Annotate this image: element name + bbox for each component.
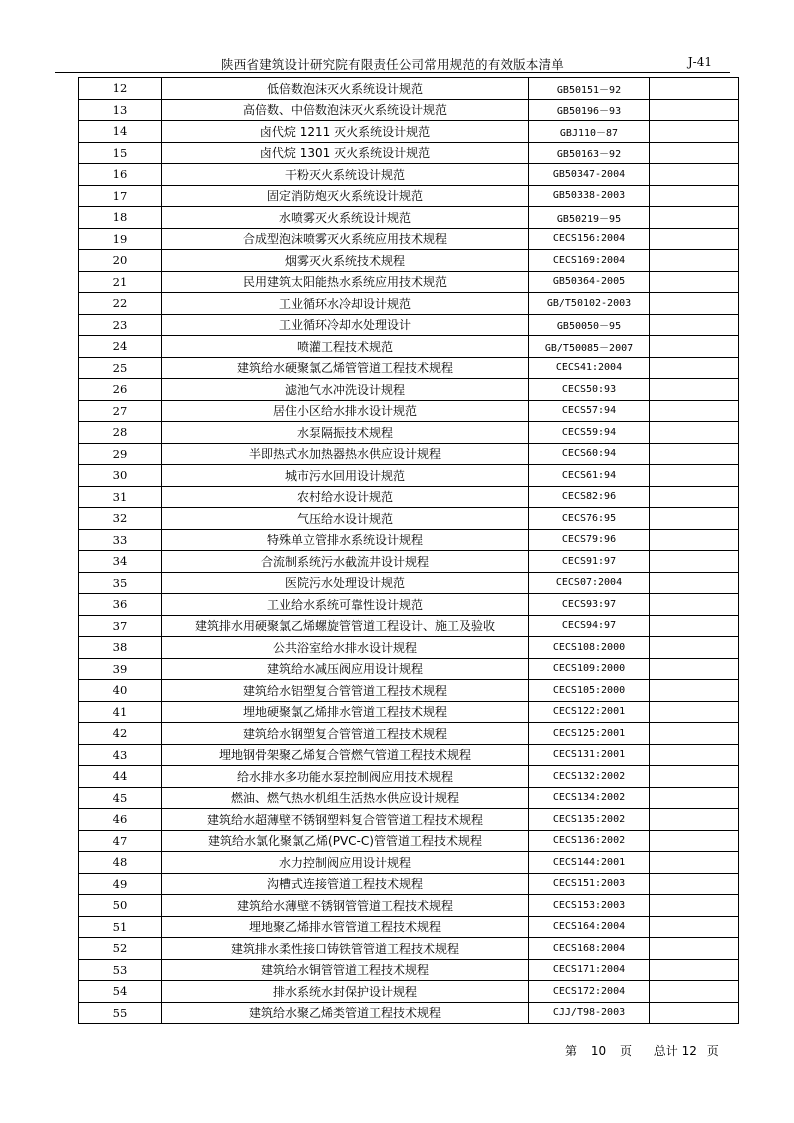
standard-name-cell: 农村给水设计规范	[162, 486, 529, 508]
blank-cell	[650, 271, 739, 293]
standard-code-cell: CECS168:2004	[529, 938, 650, 960]
standard-code-cell: CECS59:94	[529, 422, 650, 444]
blank-cell	[650, 443, 739, 465]
blank-cell	[650, 658, 739, 680]
blank-cell	[650, 142, 739, 164]
blank-cell	[650, 121, 739, 143]
standard-code-cell: CECS131:2001	[529, 744, 650, 766]
row-number-cell: 25	[79, 357, 162, 379]
standard-name-cell: 干粉灭火系统设计规范	[162, 164, 529, 186]
row-number-cell: 28	[79, 422, 162, 444]
blank-cell	[650, 959, 739, 981]
blank-cell	[650, 250, 739, 272]
blank-cell	[650, 1002, 739, 1024]
blank-cell	[650, 830, 739, 852]
blank-cell	[650, 185, 739, 207]
row-number-cell: 47	[79, 830, 162, 852]
table-row	[79, 465, 739, 487]
standard-name-cell: 固定消防炮灭火系统设计规范	[162, 185, 529, 207]
table-row	[79, 723, 739, 745]
page-label-pre: 第	[565, 1044, 578, 1058]
blank-cell	[650, 594, 739, 616]
standard-name-cell: 建筑给水铜管管道工程技术规程	[162, 959, 529, 981]
standard-name-cell: 烟雾灭火系统技术规程	[162, 250, 529, 272]
row-number-cell: 20	[79, 250, 162, 272]
standard-name-cell: 水喷雾灭火系统设计规范	[162, 207, 529, 229]
table-row	[79, 615, 739, 637]
row-number-cell: 21	[79, 271, 162, 293]
standard-code-cell: CECS61:94	[529, 465, 650, 487]
table-row	[79, 529, 739, 551]
table-row	[79, 637, 739, 659]
row-number-cell: 15	[79, 142, 162, 164]
row-number-cell: 55	[79, 1002, 162, 1024]
standard-code-cell: CECS91:97	[529, 551, 650, 573]
table-row	[79, 314, 739, 336]
standard-name-cell: 半即热式水加热器热水供应设计规程	[162, 443, 529, 465]
standard-name-cell: 建筑排水用硬聚氯乙烯螺旋管管道工程设计、施工及验收	[162, 615, 529, 637]
standard-code-cell: CJJ/T98-2003	[529, 1002, 650, 1024]
blank-cell	[650, 766, 739, 788]
blank-cell	[650, 895, 739, 917]
page-number: 10	[590, 1044, 607, 1058]
standard-name-cell: 居住小区给水排水设计规范	[162, 400, 529, 422]
standard-code-cell: CECS79:96	[529, 529, 650, 551]
table-row	[79, 250, 739, 272]
row-number-cell: 22	[79, 293, 162, 315]
standard-name-cell: 低倍数泡沫灭火系统设计规范	[162, 78, 529, 100]
row-number-cell: 52	[79, 938, 162, 960]
blank-cell	[650, 486, 739, 508]
standard-name-cell: 合成型泡沫喷雾灭火系统应用技术规程	[162, 228, 529, 250]
standard-name-cell: 高倍数、中倍数泡沫灭火系统设计规范	[162, 99, 529, 121]
table-row	[79, 572, 739, 594]
standard-name-cell: 合流制系统污水截流井设计规程	[162, 551, 529, 573]
standard-code-cell: CECS151:2003	[529, 873, 650, 895]
table-row	[79, 1002, 739, 1024]
blank-cell	[650, 207, 739, 229]
table-row	[79, 981, 739, 1003]
row-number-cell: 36	[79, 594, 162, 616]
page-label-post: 页	[619, 1044, 632, 1058]
standard-name-cell: 沟槽式连接管道工程技术规程	[162, 873, 529, 895]
standard-code-cell: CECS132:2002	[529, 766, 650, 788]
blank-cell	[650, 99, 739, 121]
table-row	[79, 486, 739, 508]
table-row	[79, 658, 739, 680]
table-row	[79, 680, 739, 702]
table-row	[79, 121, 739, 143]
blank-cell	[650, 938, 739, 960]
standard-name-cell: 水泵隔振技术规程	[162, 422, 529, 444]
table-row	[79, 938, 739, 960]
standard-name-cell: 喷灌工程技术规范	[162, 336, 529, 358]
row-number-cell: 41	[79, 701, 162, 723]
standard-code-cell: GB50347-2004	[529, 164, 650, 186]
blank-cell	[650, 336, 739, 358]
standard-code-cell: CECS82:96	[529, 486, 650, 508]
row-number-cell: 50	[79, 895, 162, 917]
blank-cell	[650, 78, 739, 100]
standard-code-cell: GBJ110－87	[529, 121, 650, 143]
table-row	[79, 207, 739, 229]
row-number-cell: 26	[79, 379, 162, 401]
blank-cell	[650, 981, 739, 1003]
table-row	[79, 959, 739, 981]
table-row	[79, 551, 739, 573]
standard-code-cell: GB/T50085－2007	[529, 336, 650, 358]
blank-cell	[650, 637, 739, 659]
row-number-cell: 33	[79, 529, 162, 551]
standard-name-cell: 埋地钢骨架聚乙烯复合管燃气管道工程技术规程	[162, 744, 529, 766]
standard-code-cell: CECS134:2002	[529, 787, 650, 809]
table-row	[79, 916, 739, 938]
blank-cell	[650, 422, 739, 444]
standard-code-cell: CECS136:2002	[529, 830, 650, 852]
row-number-cell: 34	[79, 551, 162, 573]
standard-code-cell: CECS144:2001	[529, 852, 650, 874]
row-number-cell: 18	[79, 207, 162, 229]
table-row	[79, 185, 739, 207]
row-number-cell: 30	[79, 465, 162, 487]
standard-name-cell: 埋地硬聚氯乙烯排水管道工程技术规程	[162, 701, 529, 723]
blank-cell	[650, 809, 739, 831]
standard-code-cell: CECS171:2004	[529, 959, 650, 981]
blank-cell	[650, 400, 739, 422]
table-row	[79, 228, 739, 250]
standard-name-cell: 卤代烷 1301 灭火系统设计规范	[162, 142, 529, 164]
table-row	[79, 744, 739, 766]
standard-code-cell: CECS164:2004	[529, 916, 650, 938]
blank-cell	[650, 314, 739, 336]
standard-name-cell: 水力控制阀应用设计规程	[162, 852, 529, 874]
standard-code-cell: CECS60:94	[529, 443, 650, 465]
blank-cell	[650, 357, 739, 379]
standard-name-cell: 气压给水设计规范	[162, 508, 529, 530]
standard-code-cell: GB50196－93	[529, 99, 650, 121]
blank-cell	[650, 615, 739, 637]
row-number-cell: 53	[79, 959, 162, 981]
blank-cell	[650, 916, 739, 938]
standard-code-cell: CECS122:2001	[529, 701, 650, 723]
row-number-cell: 37	[79, 615, 162, 637]
table-row	[79, 766, 739, 788]
standard-code-cell: GB50151－92	[529, 78, 650, 100]
standard-name-cell: 建筑给水硬聚氯乙烯管管道工程技术规程	[162, 357, 529, 379]
standard-code-cell: GB50163－92	[529, 142, 650, 164]
standard-code-cell: CECS108:2000	[529, 637, 650, 659]
standard-code-cell: CECS57:94	[529, 400, 650, 422]
table-row	[79, 701, 739, 723]
standard-name-cell: 工业循环冷却水处理设计	[162, 314, 529, 336]
standard-code-cell: CECS105:2000	[529, 680, 650, 702]
row-number-cell: 13	[79, 99, 162, 121]
table-row	[79, 379, 739, 401]
row-number-cell: 39	[79, 658, 162, 680]
row-number-cell: 14	[79, 121, 162, 143]
table-row	[79, 293, 739, 315]
row-number-cell: 12	[79, 78, 162, 100]
total-label-post: 页	[706, 1044, 719, 1058]
blank-cell	[650, 701, 739, 723]
blank-cell	[650, 529, 739, 551]
header-rule	[55, 72, 730, 73]
standard-code-cell: CECS172:2004	[529, 981, 650, 1003]
blank-cell	[650, 873, 739, 895]
table-row	[79, 164, 739, 186]
row-number-cell: 45	[79, 787, 162, 809]
standards-table-body	[79, 78, 739, 1024]
standard-code-cell: GB50219－95	[529, 207, 650, 229]
standard-code-cell: CECS94:97	[529, 615, 650, 637]
standard-code-cell: CECS109:2000	[529, 658, 650, 680]
total-label-pre: 总计	[653, 1044, 678, 1058]
standard-name-cell: 建筑给水钢塑复合管管道工程技术规程	[162, 723, 529, 745]
standard-name-cell: 滤池气水冲洗设计规程	[162, 379, 529, 401]
row-number-cell: 23	[79, 314, 162, 336]
row-number-cell: 16	[79, 164, 162, 186]
row-number-cell: 54	[79, 981, 162, 1003]
table-row	[79, 99, 739, 121]
row-number-cell: 49	[79, 873, 162, 895]
table-row	[79, 336, 739, 358]
row-number-cell: 32	[79, 508, 162, 530]
standard-code-cell: CECS41:2004	[529, 357, 650, 379]
standard-name-cell: 民用建筑太阳能热水系统应用技术规范	[162, 271, 529, 293]
blank-cell	[650, 723, 739, 745]
table-row	[79, 78, 739, 100]
standard-name-cell: 卤代烷 1211 灭火系统设计规范	[162, 121, 529, 143]
standard-name-cell: 建筑给水减压阀应用设计规程	[162, 658, 529, 680]
total-pages: 12	[681, 1044, 697, 1058]
page-header	[55, 55, 730, 73]
standard-name-cell: 医院污水处理设计规范	[162, 572, 529, 594]
standard-name-cell: 特殊单立管排水系统设计规程	[162, 529, 529, 551]
table-row	[79, 422, 739, 444]
page-footer	[565, 1042, 719, 1059]
standard-name-cell: 建筑给水超薄壁不锈钢塑料复合管管道工程技术规程	[162, 809, 529, 831]
standard-name-cell: 建筑给水氯化聚氯乙烯(PVC-C)管管道工程技术规程	[162, 830, 529, 852]
row-number-cell: 46	[79, 809, 162, 831]
standard-code-cell: CECS93:97	[529, 594, 650, 616]
blank-cell	[650, 508, 739, 530]
standard-code-cell: CECS76:95	[529, 508, 650, 530]
table-row	[79, 508, 739, 530]
row-number-cell: 17	[79, 185, 162, 207]
table-row	[79, 400, 739, 422]
standard-code-cell: CECS169:2004	[529, 250, 650, 272]
standard-name-cell: 埋地聚乙烯排水管管道工程技术规程	[162, 916, 529, 938]
standard-code-cell: CECS125:2001	[529, 723, 650, 745]
standard-code-cell: GB50050－95	[529, 314, 650, 336]
blank-cell	[650, 787, 739, 809]
row-number-cell: 48	[79, 852, 162, 874]
blank-cell	[650, 680, 739, 702]
table-row	[79, 787, 739, 809]
standard-code-cell: GB/T50102-2003	[529, 293, 650, 315]
standard-name-cell: 建筑给水铝塑复合管管道工程技术规程	[162, 680, 529, 702]
standard-name-cell: 给水排水多功能水泵控制阀应用技术规程	[162, 766, 529, 788]
row-number-cell: 40	[79, 680, 162, 702]
standard-name-cell: 排水系统水封保护设计规程	[162, 981, 529, 1003]
blank-cell	[650, 379, 739, 401]
row-number-cell: 38	[79, 637, 162, 659]
standards-table	[78, 77, 739, 1024]
blank-cell	[650, 551, 739, 573]
standard-name-cell: 工业给水系统可靠性设计规范	[162, 594, 529, 616]
standard-name-cell: 公共浴室给水排水设计规程	[162, 637, 529, 659]
table-row	[79, 809, 739, 831]
table-row	[79, 594, 739, 616]
standard-code-cell: CECS07:2004	[529, 572, 650, 594]
blank-cell	[650, 744, 739, 766]
standard-code-cell: CECS50:93	[529, 379, 650, 401]
standard-name-cell: 建筑给水聚乙烯类管道工程技术规程	[162, 1002, 529, 1024]
document-code: J-41	[687, 55, 712, 69]
row-number-cell: 44	[79, 766, 162, 788]
table-row	[79, 830, 739, 852]
row-number-cell: 42	[79, 723, 162, 745]
blank-cell	[650, 572, 739, 594]
standard-name-cell: 燃油、燃气热水机组生活热水供应设计规程	[162, 787, 529, 809]
blank-cell	[650, 228, 739, 250]
standard-name-cell: 建筑给水薄壁不锈钢管管道工程技术规程	[162, 895, 529, 917]
blank-cell	[650, 293, 739, 315]
table-row	[79, 852, 739, 874]
row-number-cell: 19	[79, 228, 162, 250]
row-number-cell: 43	[79, 744, 162, 766]
row-number-cell: 29	[79, 443, 162, 465]
row-number-cell: 24	[79, 336, 162, 358]
row-number-cell: 27	[79, 400, 162, 422]
standard-code-cell: CECS156:2004	[529, 228, 650, 250]
document-title: 陕西省建筑设计研究院有限责任公司常用规范的有效版本清单	[221, 57, 564, 72]
table-row	[79, 271, 739, 293]
standard-name-cell: 工业循环水冷却设计规范	[162, 293, 529, 315]
standard-code-cell: GB50338-2003	[529, 185, 650, 207]
table-row	[79, 873, 739, 895]
standard-code-cell: CECS153:2003	[529, 895, 650, 917]
row-number-cell: 31	[79, 486, 162, 508]
standard-code-cell: CECS135:2002	[529, 809, 650, 831]
standard-name-cell: 城市污水回用设计规范	[162, 465, 529, 487]
blank-cell	[650, 164, 739, 186]
blank-cell	[650, 465, 739, 487]
table-row	[79, 142, 739, 164]
table-row	[79, 443, 739, 465]
standard-name-cell: 建筑排水柔性接口铸铁管管道工程技术规程	[162, 938, 529, 960]
table-row	[79, 895, 739, 917]
blank-cell	[650, 852, 739, 874]
table-row	[79, 357, 739, 379]
row-number-cell: 35	[79, 572, 162, 594]
standard-code-cell: GB50364-2005	[529, 271, 650, 293]
row-number-cell: 51	[79, 916, 162, 938]
